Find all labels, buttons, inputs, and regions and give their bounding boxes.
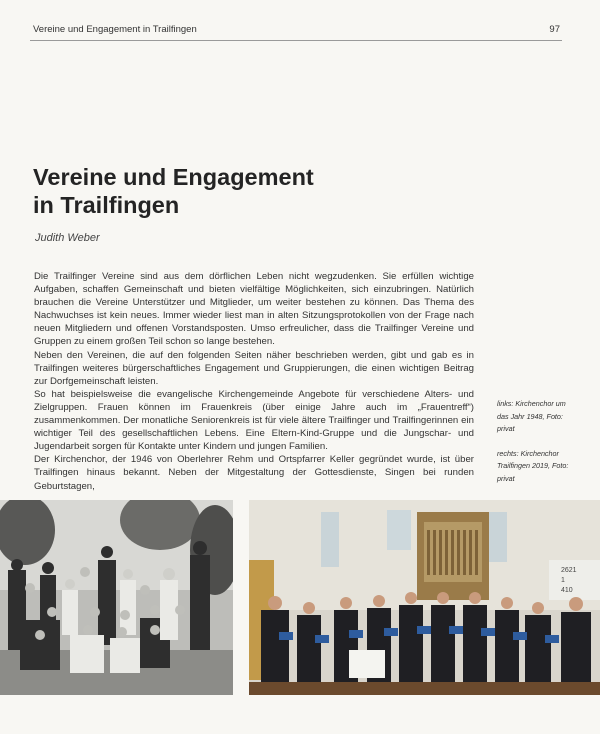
caption-left-photo: links: Kirchenchor um das Jahr 1948, Foto: privat (497, 399, 566, 433)
article-author: Judith Weber (35, 232, 100, 244)
paragraph: Der Kirchenchor, der 1946 von Oberlehrer Rehm und Ortspfarrer Keller gegründet wurde, ist über Trailfingen hinaus bekannt. Neben der Mitgestaltung der Gottesdienste, Singen bei runden Geburtstagen, (34, 454, 474, 492)
paragraph: So hat beispielsweise die evangelische Kirchengemeinde Angebote für verschiedene Alters- und Zielgruppen. Frauen können im Frauenkreis (über einige Jahre auch im „Frauentreff“) zusammenkommen. Der monatliche Seniorenkreis ist für viele ältere Trailfinger und Trailfingerinnen ein wichtiger Teil des gesellschaftlichen Lebens. Eine Eltern-Kind-Gruppe und die Jungschar- und Jugendarbeit sorgen für Kontakte unter Kindern und jungen Familien. (34, 388, 474, 453)
photo-captions (497, 398, 569, 497)
article-title (33, 163, 314, 219)
hymn-board-number: 1 (561, 577, 565, 584)
hymn-board-number: 410 (561, 587, 573, 594)
header-rule (30, 40, 562, 41)
paragraph: Neben den Vereinen, die auf den folgenden Seiten näher beschrieben werden, gibt und gab es in Trailfingen weiteres bürgerschaftliches Engagement und Gruppierungen, die einen wichtigen Beitrag zur Dorfgemeinschaft leisten. (34, 349, 474, 387)
article-title-line2: in Trailfingen (33, 192, 180, 218)
page-number: 97 (549, 24, 560, 35)
photo-choir-2019 (249, 500, 600, 695)
caption-right-photo: rechts: Kirchenchor Trailfingen 2019, Foto: privat (497, 448, 569, 483)
article-title-line1: Vereine und Engagement (33, 164, 314, 190)
article-body (34, 270, 474, 493)
photo-choir-1948 (0, 500, 233, 695)
running-head-title: Vereine und Engagement in Trailfingen (33, 24, 197, 35)
hymn-board-number: 2621 (561, 567, 577, 574)
paragraph: Die Trailfinger Vereine sind aus dem dörflichen Leben nicht wegzudenken. Sie erfüllen wichtige Aufgaben, schaffen Gemeinschaft und bieten vielfältige Möglichkeiten, sich einzubringen. Natürlich brauchen die Vereine Unterstützer und Mitglieder, um weiter bestehen zu können. Das Thema des Nachwuchses ist kein neues. Immer wieder liest man in alten Sitzungsprotokollen von der Frage nach neuen Mitgliedern und offenen Vorstandsposten. Umso erfreulicher, dass die Trailfinger Vereine und Gruppen zu einem großen Teil schon so lange bestehen. (34, 271, 474, 348)
